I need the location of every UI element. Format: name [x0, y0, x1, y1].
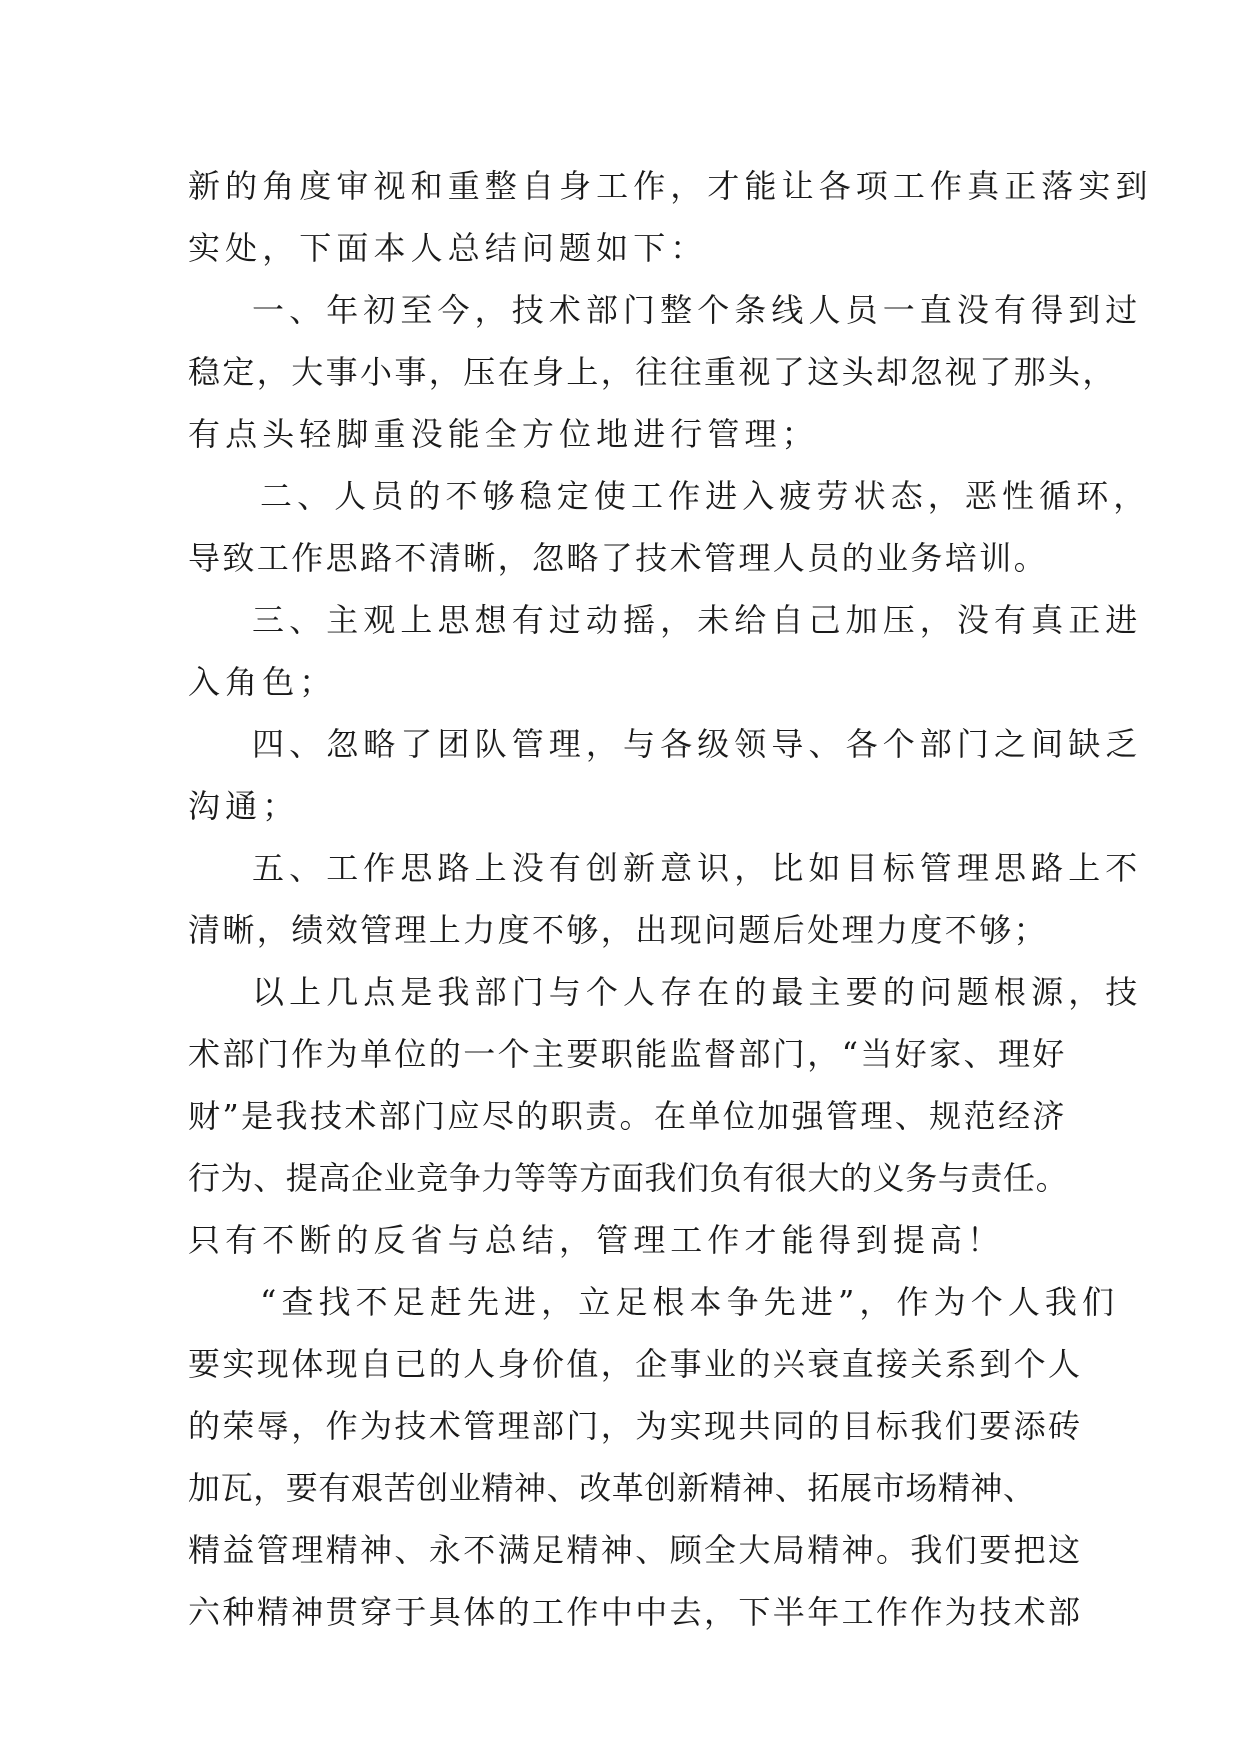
text-line: 稳定，大事小事，压在身上，往往重视了这头却忽视了那头， — [188, 353, 1117, 391]
text-line: 财”是我技术部门应尽的职责。在单位加强管理、规范经济 — [188, 1097, 1067, 1135]
text-line: 六种精神贯穿于具体的工作中中去，下半年工作作为技术部 — [188, 1593, 1083, 1631]
text-line: 导致工作思路不清晰，忽略了技术管理人员的业务培训。 — [188, 539, 1049, 577]
text-line: 加瓦，要有艰苦创业精神、改革创新精神、拓展市场精神、 — [188, 1469, 1036, 1507]
text-line: 清晰，绩效管理上力度不够，出现问题后处理力度不够； — [188, 911, 1049, 949]
paragraph-start-line: 四、忽略了团队管理，与各级领导、各个部门之间缺乏 — [252, 725, 1143, 763]
text-line: 精益管理精神、永不满足精神、顾全大局精神。我们要把这 — [188, 1531, 1083, 1569]
paragraph-start-line: 以上几点是我部门与个人存在的最主要的问题根源，技 — [252, 973, 1143, 1011]
body-text — [188, 155, 1153, 1643]
text-line: 行为、提高企业竞争力等等方面我们负有很大的义务与责任。 — [188, 1159, 1069, 1197]
paragraph-start-line: “查找不足赶先进，立足根本争先进”，作为个人我们 — [260, 1283, 1120, 1321]
paragraph-start-line: 五、工作思路上没有创新意识，比如目标管理思路上不 — [252, 849, 1143, 887]
paragraph-start-line: 三、主观上思想有过动摇，未给自己加压，没有真正进 — [252, 601, 1143, 639]
text-line: 只有不断的反省与总结，管理工作才能得到提高！ — [188, 1221, 1005, 1259]
text-line: 要实现体现自已的人身价值，企事业的兴衰直接关系到个人 — [188, 1345, 1083, 1383]
text-line: 术部门作为单位的一个主要职能监督部门，“当好家、理好 — [188, 1035, 1067, 1073]
paragraph-start-line: 一、年初至今，技术部门整个条线人员一直没有得到过 — [252, 291, 1143, 329]
text-line: 的荣辱，作为技术管理部门，为实现共同的目标我们要添砖 — [188, 1407, 1083, 1445]
paragraph-start-line: 二、人员的不够稳定使工作进入疲劳状态，恶性循环， — [260, 477, 1151, 515]
text-line: 沟通； — [188, 787, 300, 825]
text-line: 有点头轻脚重没能全方位地进行管理； — [188, 415, 819, 453]
text-line: 入角色； — [188, 663, 337, 701]
text-line: 新的角度审视和重整自身工作，才能让各项工作真正落实到 — [188, 167, 1153, 205]
text-line: 实处，下面本人总结问题如下： — [188, 229, 708, 267]
